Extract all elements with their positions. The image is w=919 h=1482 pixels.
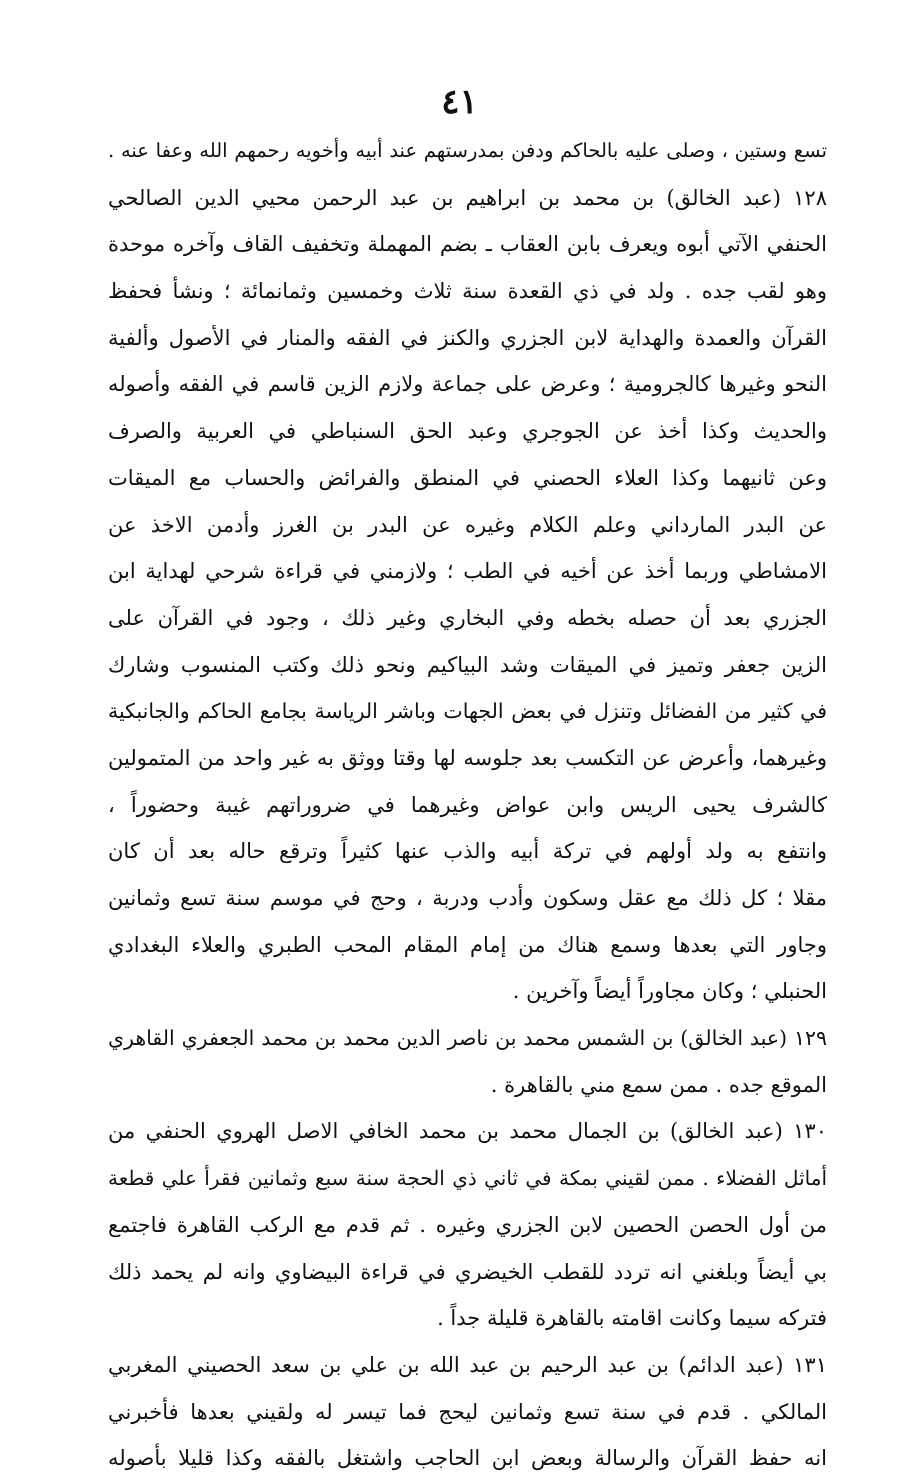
text-line: والحديث وكذا أخذ عن الجوجري وعبد الحق السنباطي في العربية والصرف: [108, 419, 827, 444]
text-line: وانتفع به ولد أولهم في تركة أبيه والذب عنها كثيراً وترقع حاله بعد أن كان: [108, 839, 827, 864]
text-line: عن البدر المارداني وعلم الكلام وغيره عن البدر بن الغرز وأدمن الاخذ عن: [108, 512, 827, 537]
text-line: كالشرف يحيى الريس وابن عواض وغيرهما في ضروراتهم غيبة وحضوراً ،: [108, 792, 827, 817]
text-line: فتركه سيما وكانت اقامته بالقاهرة قليلة جداً .: [437, 1306, 827, 1331]
text-line: أماثل الفضلاء . ممن لقيني بمكة في ثاني ذي الحجة سنة سبع وثمانين فقرأ علي قطعة: [108, 1166, 827, 1191]
text-line: وهو لقب جده . ولد في ذي القعدة سنة ثلاث وخمسين وثمانمائة ؛ ونشأ فحفظ: [108, 279, 827, 304]
text-line: تسع وستين ، وصلى عليه بالحاكم ودفن بمدرستهم عند أبيه وأخويه رحمهم الله وعفا عنه .: [108, 139, 827, 162]
text-line: ١٣٠ (عبد الخالق) بن الجمال محمد بن محمد الخافي الاصل الهروي الحنفي من: [108, 1119, 827, 1144]
page-number: ٤١: [441, 82, 478, 122]
text-line: الامشاطي وربما أخذ عن أخيه في الطب ؛ ولازمني في قراءة شرحي لهداية ابن: [108, 559, 827, 584]
text-line: النحو وغيرها كالجرومية ؛ وعرض على جماعة ولازم الزين قاسم في الفقه وأصوله: [108, 372, 827, 397]
text-line: بي أيضاً وبلغني انه تردد للقطب الخيضري في قراءة البيضاوي وانه لم يحمد ذلك: [108, 1259, 827, 1284]
text-line: ١٣١ (عبد الدائم) بن عبد الرحيم بن عبد الله بن علي بن سعد الحصيني المغربي: [108, 1352, 827, 1377]
text-line: مقلا ؛ كل ذلك مع عقل وسكون وأدب ودربة ، وحج في موسم سنة تسع وثمانين: [108, 886, 827, 910]
text-line: الحنفي الآتي أبوه ويعرف بابن العقاب ـ بضم المهملة وتخفيف القاف وآخره موحدة: [108, 232, 827, 257]
body-text: [108, 128, 827, 1482]
text-line: من أول الحصن الحصين لابن الجزري وغيره . ثم قدم مع الركب القاهرة فاجتمع: [108, 1212, 827, 1237]
text-line: الجزري بعد أن حصله بخطه وفي البخاري وغير ذلك ، وجود في القرآن على: [108, 605, 827, 630]
text-line: الحنبلي ؛ وكان مجاوراً أيضاً وآخرين .: [512, 979, 827, 1004]
text-line: الزين جعفر وتميز في الميقات وشد البياكيم ونحو ذلك وكتب المنسوب وشارك: [108, 652, 827, 677]
text-line: المالكي . قدم في سنة تسع وثمانين ليحج فما تيسر له ولقيني بعدها فأخبرني: [108, 1399, 827, 1424]
text-line: وجاور التي بعدها وسمع هناك من إمام المقام المحب الطبري والعلاء البغدادي: [108, 932, 827, 957]
text-line: ١٢٨ (عبد الخالق) بن محمد بن ابراهيم بن عبد الرحمن محيي الدين الصالحي: [108, 185, 827, 210]
text-line: انه حفظ القرآن والرسالة وبعض ابن الحاجب واشتغل بالفقه وكذا قليلا بأصوله: [108, 1446, 827, 1471]
text-line: الموقع جده . ممن سمع مني بالقاهرة .: [490, 1072, 827, 1097]
text-line: ١٢٩ (عبد الخالق) بن الشمس محمد بن ناصر الدين محمد بن محمد الجعفري القاهري: [108, 1026, 827, 1051]
text-line: وعن ثانيهما وكذا العلاء الحصني في المنطق والفرائض والحساب مع الميقات: [108, 465, 827, 490]
text-line: القرآن والعمدة والهداية لابن الجزري والكنز في الفقه والمنار في الأصول وألفية: [108, 325, 827, 350]
text-line: في كثير من الفضائل وتنزل في بعض الجهات وباشر الرياسة بجامع الحاكم والجانبكية: [108, 699, 827, 724]
text-line: وغيرهما، وأعرض عن التكسب بعد جلوسه لها وقتا ووثق به غير واحد من المتمولين: [108, 745, 827, 770]
